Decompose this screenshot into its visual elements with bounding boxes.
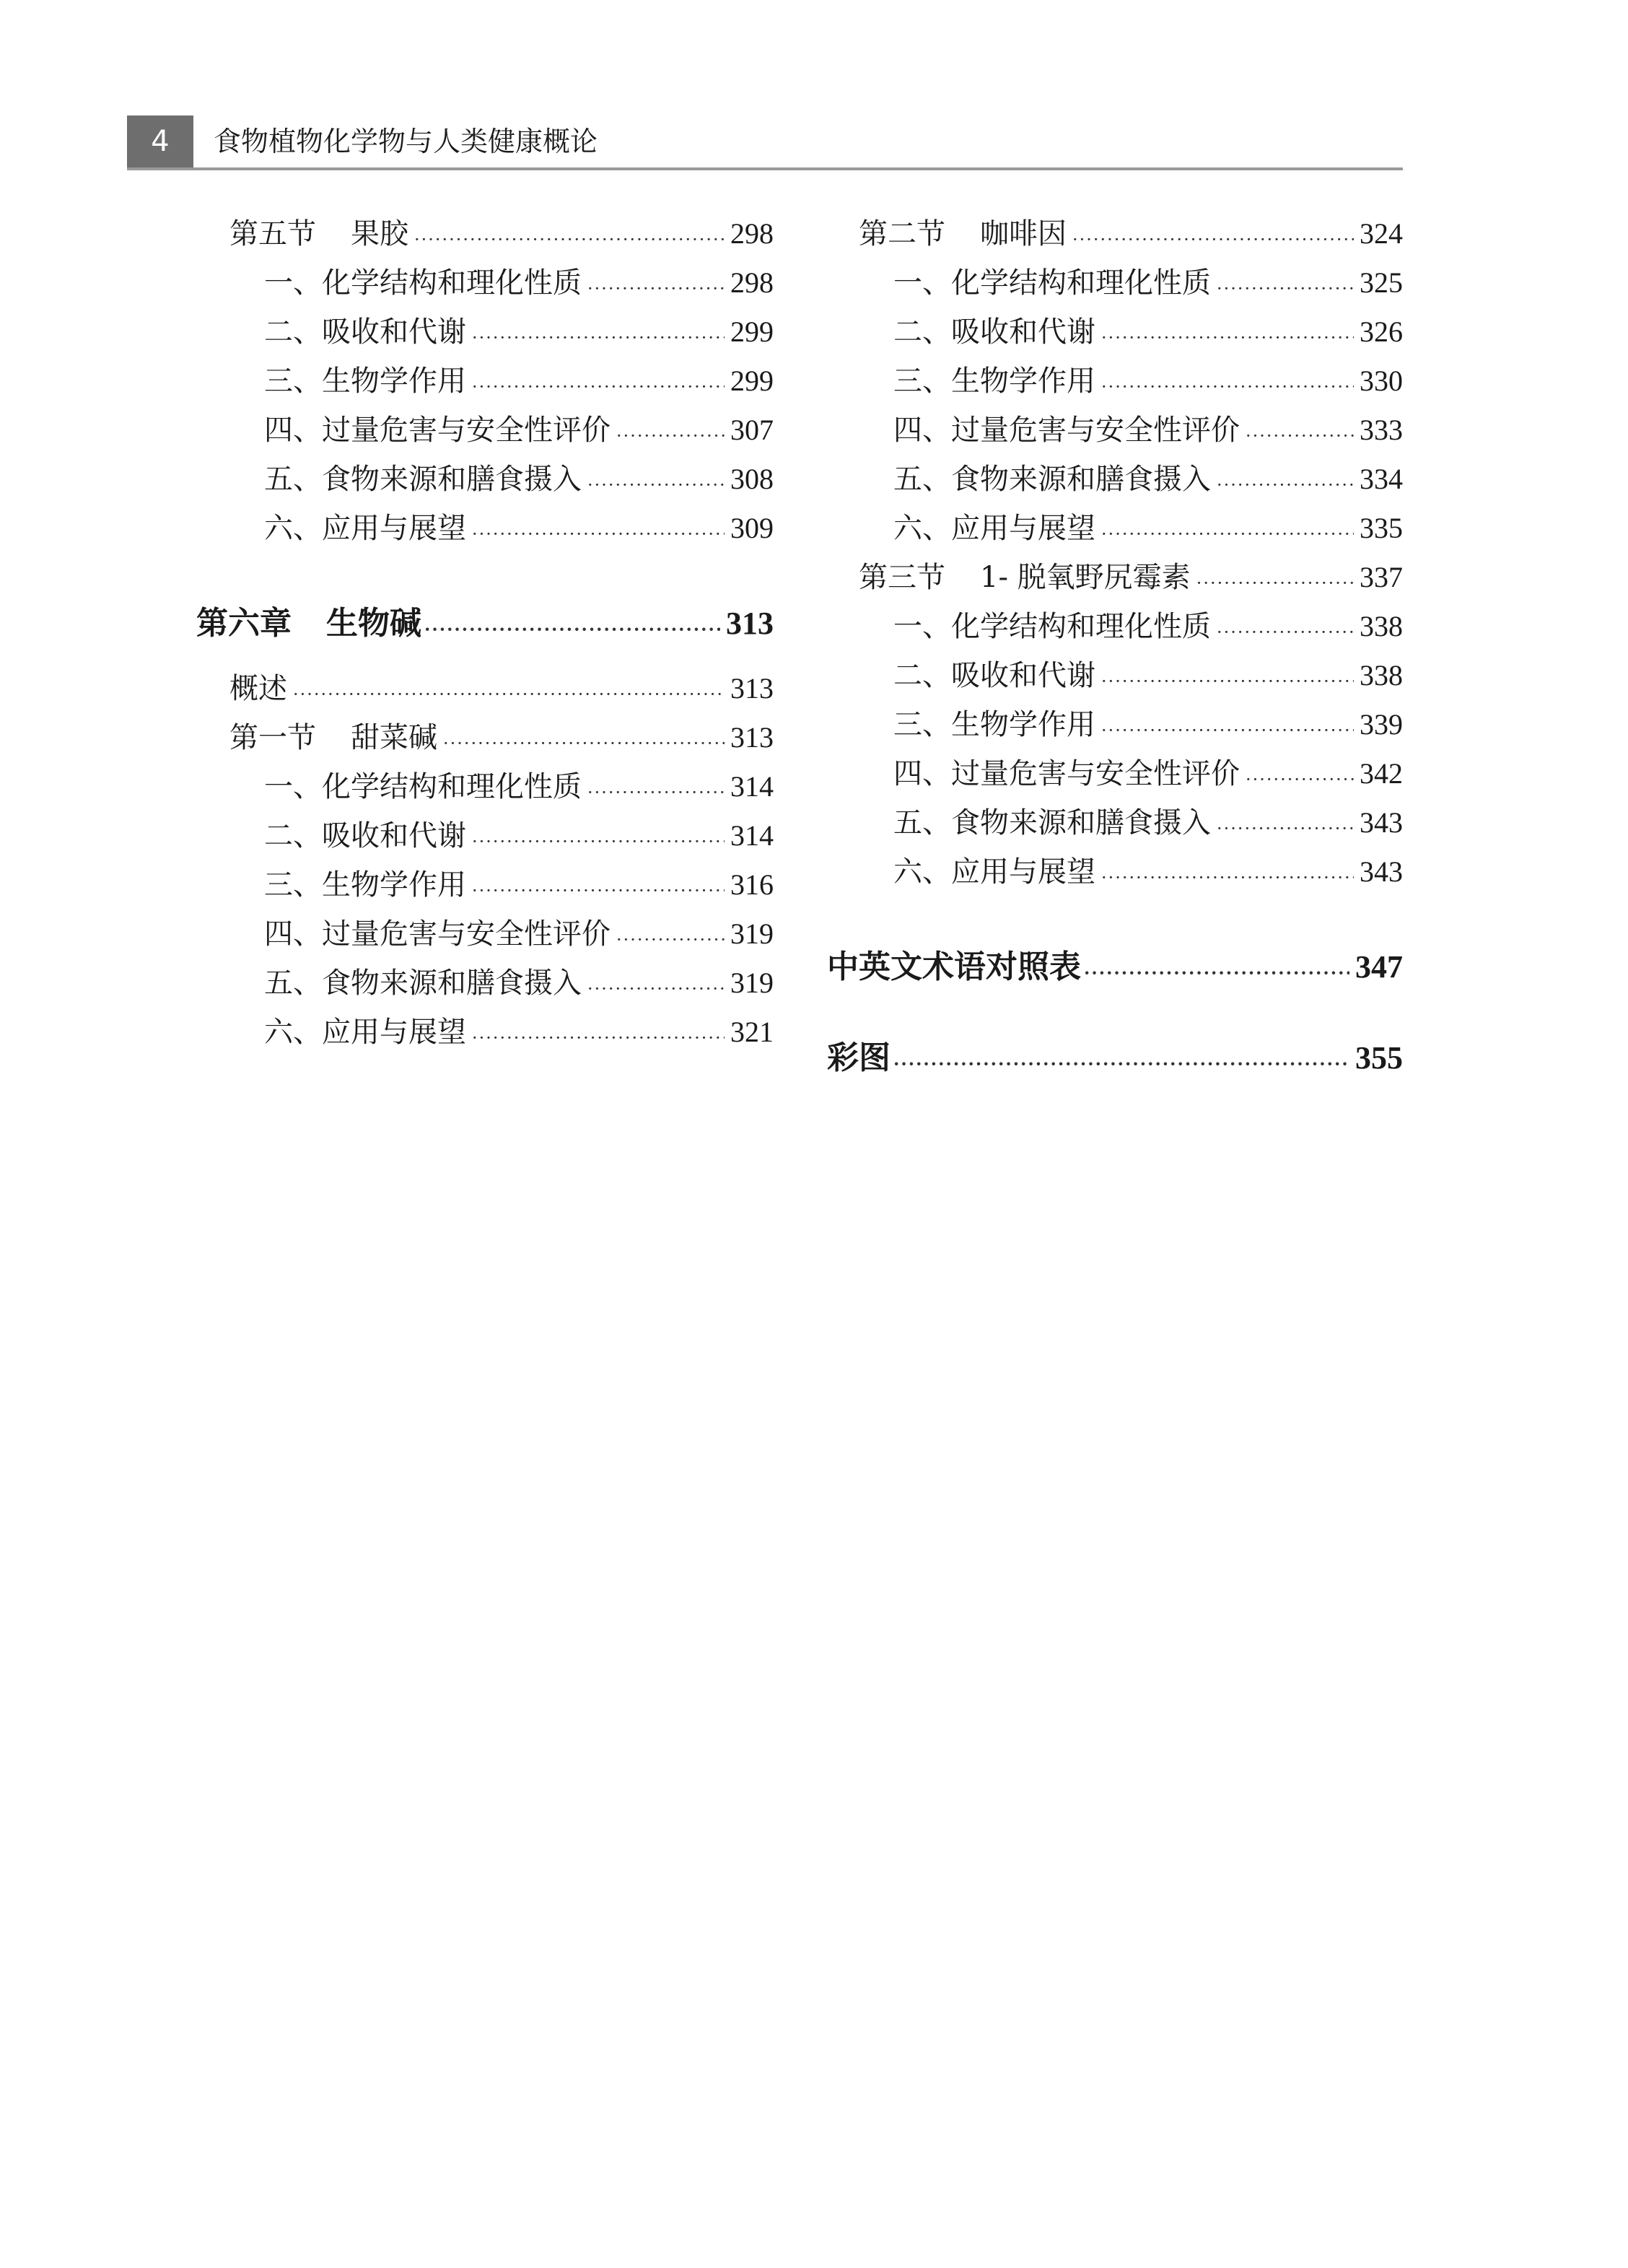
book-title: 食物植物化学物与人类健康概论 xyxy=(214,126,598,157)
item-title: 三、生物学作用 xyxy=(264,868,466,902)
page-ref: 319 xyxy=(730,917,774,950)
toc-section[interactable] xyxy=(859,557,1403,598)
item-title: 一、化学结构和理化性质 xyxy=(893,610,1211,643)
page-ref: 308 xyxy=(730,463,774,495)
chapter-title: 彩图 xyxy=(827,1039,890,1076)
dot-leader xyxy=(472,876,725,905)
dot-leader xyxy=(472,372,725,401)
dot-leader xyxy=(893,1050,1349,1078)
item-title: 四、过量危害与安全性评价 xyxy=(264,414,610,447)
dot-leader xyxy=(293,680,725,709)
item-title: 六、应用与展望 xyxy=(264,512,466,545)
item-title: 五、食物来源和膳食摄入 xyxy=(893,463,1211,496)
dot-leader xyxy=(1101,372,1354,401)
toc-item[interactable] xyxy=(264,361,774,401)
item-title: 一、化学结构和理化性质 xyxy=(264,266,582,300)
page-ref: 319 xyxy=(730,967,774,999)
item-title: 五、食物来源和膳食摄入 xyxy=(264,463,582,496)
page-ref: 335 xyxy=(1360,512,1403,544)
page-ref: 355 xyxy=(1355,1040,1403,1076)
page-ref: 339 xyxy=(1360,708,1403,741)
toc-item[interactable] xyxy=(264,508,774,549)
section-title: 甜菜碱 xyxy=(351,721,437,754)
dot-leader xyxy=(1217,274,1354,303)
item-title: 五、食物来源和膳食摄入 xyxy=(893,806,1211,839)
dot-leader xyxy=(1072,225,1354,254)
section-prefix: 第二节 xyxy=(859,217,945,250)
page-ref: 299 xyxy=(730,315,774,348)
dot-leader xyxy=(472,323,725,352)
item-title: 一、化学结构和理化性质 xyxy=(893,266,1211,300)
toc-item[interactable] xyxy=(264,1012,774,1052)
toc-item[interactable] xyxy=(893,410,1403,450)
item-title: 三、生物学作用 xyxy=(893,708,1095,741)
toc-item[interactable] xyxy=(893,852,1403,892)
section-title: 果胶 xyxy=(351,217,408,250)
item-title: 四、过量危害与安全性评价 xyxy=(893,757,1240,790)
dot-leader xyxy=(1246,422,1354,450)
section-prefix: 第五节 xyxy=(229,217,316,250)
dot-leader xyxy=(1246,765,1354,794)
page-ref: 313 xyxy=(730,721,774,754)
page-ref: 338 xyxy=(1360,610,1403,642)
toc-chapter[interactable] xyxy=(196,603,774,644)
toc-item[interactable] xyxy=(264,963,774,1003)
page-ref: 298 xyxy=(730,266,774,299)
page-number: 4 xyxy=(127,115,193,167)
page-ref: 326 xyxy=(1360,315,1403,348)
page-ref: 321 xyxy=(730,1016,774,1048)
chapter-title: 生物碱 xyxy=(326,605,421,642)
section-title: 1- 脱氧野尻霉素 xyxy=(980,561,1191,594)
item-title: 四、过量危害与安全性评价 xyxy=(893,414,1240,447)
toc-item[interactable] xyxy=(893,655,1403,696)
dot-leader xyxy=(1101,323,1354,352)
page-ref: 334 xyxy=(1360,463,1403,495)
toc-section[interactable] xyxy=(229,668,774,709)
page-ref: 299 xyxy=(730,365,774,397)
dot-leader xyxy=(1084,959,1349,987)
page-ref: 347 xyxy=(1355,949,1403,985)
item-title: 六、应用与展望 xyxy=(893,512,1095,545)
toc-item[interactable] xyxy=(264,263,774,303)
toc-item[interactable] xyxy=(264,312,774,352)
dot-leader xyxy=(1101,863,1354,892)
page-ref: 333 xyxy=(1360,414,1403,446)
page-ref: 343 xyxy=(1360,806,1403,839)
toc-item[interactable] xyxy=(264,459,774,500)
page-ref: 338 xyxy=(1360,659,1403,692)
toc-item[interactable] xyxy=(893,312,1403,352)
toc-chapter[interactable] xyxy=(827,947,1403,987)
toc-item[interactable] xyxy=(264,410,774,450)
page-ref: 337 xyxy=(1360,561,1403,593)
item-title: 四、过量危害与安全性评价 xyxy=(264,917,610,951)
toc-item[interactable] xyxy=(893,705,1403,745)
toc-section[interactable] xyxy=(229,214,774,254)
page-ref: 314 xyxy=(730,819,774,852)
dot-leader xyxy=(472,520,725,549)
chapter-title: 中英文术语对照表 xyxy=(827,948,1081,985)
page-ref: 313 xyxy=(726,606,774,641)
page-ref: 298 xyxy=(730,217,774,250)
section-prefix: 第一节 xyxy=(229,721,316,754)
item-title: 二、吸收和代谢 xyxy=(264,819,466,852)
page-ref: 314 xyxy=(730,770,774,803)
page-ref: 343 xyxy=(1360,855,1403,888)
dot-leader xyxy=(1217,618,1354,647)
dot-leader xyxy=(424,615,720,644)
page-header xyxy=(127,115,1403,170)
dot-leader xyxy=(587,974,725,1003)
toc-item[interactable] xyxy=(264,865,774,905)
item-title: 二、吸收和代谢 xyxy=(264,315,466,349)
item-title: 六、应用与展望 xyxy=(893,855,1095,889)
toc-item[interactable] xyxy=(264,816,774,856)
section-title: 咖啡因 xyxy=(980,217,1067,250)
chapter-prefix: 第六章 xyxy=(196,605,292,642)
page-ref: 309 xyxy=(730,512,774,544)
dot-leader xyxy=(472,1024,725,1052)
item-title: 三、生物学作用 xyxy=(893,365,1095,398)
item-title: 一、化学结构和理化性质 xyxy=(264,770,582,803)
page-ref: 316 xyxy=(730,868,774,901)
item-title: 三、生物学作用 xyxy=(264,365,466,398)
toc-item[interactable] xyxy=(893,508,1403,549)
toc-section[interactable] xyxy=(859,214,1403,254)
toc-section[interactable] xyxy=(229,718,774,758)
dot-leader xyxy=(1196,569,1354,598)
item-title: 六、应用与展望 xyxy=(264,1016,466,1049)
dot-leader xyxy=(616,422,725,450)
dot-leader xyxy=(1217,814,1354,843)
dot-leader xyxy=(1101,667,1354,696)
dot-leader xyxy=(1217,471,1354,500)
toc-item[interactable] xyxy=(893,361,1403,401)
page-ref: 342 xyxy=(1360,757,1403,790)
dot-leader xyxy=(472,827,725,856)
page-ref: 325 xyxy=(1360,266,1403,299)
toc-item[interactable] xyxy=(893,803,1403,843)
page-ref: 313 xyxy=(730,672,774,705)
dot-leader xyxy=(443,729,725,758)
dot-leader xyxy=(1101,520,1354,549)
dot-leader xyxy=(1101,716,1354,745)
item-title: 五、食物来源和膳食摄入 xyxy=(264,967,582,1000)
toc-item[interactable] xyxy=(893,263,1403,303)
dot-leader xyxy=(616,925,725,954)
dot-leader xyxy=(587,274,725,303)
dot-leader xyxy=(587,471,725,500)
page-ref: 307 xyxy=(730,414,774,446)
page-ref: 330 xyxy=(1360,365,1403,397)
toc-item[interactable] xyxy=(893,606,1403,647)
dot-leader xyxy=(587,778,725,807)
page-ref: 324 xyxy=(1360,217,1403,250)
dot-leader xyxy=(414,225,725,254)
toc-item[interactable] xyxy=(264,914,774,954)
toc-item[interactable] xyxy=(264,767,774,807)
item-title: 二、吸收和代谢 xyxy=(893,315,1095,349)
section-prefix: 第三节 xyxy=(859,561,945,594)
toc-item[interactable] xyxy=(893,459,1403,500)
toc-chapter[interactable] xyxy=(827,1038,1403,1078)
section-title: 概述 xyxy=(229,672,287,705)
toc-item[interactable] xyxy=(893,754,1403,794)
item-title: 二、吸收和代谢 xyxy=(893,659,1095,692)
